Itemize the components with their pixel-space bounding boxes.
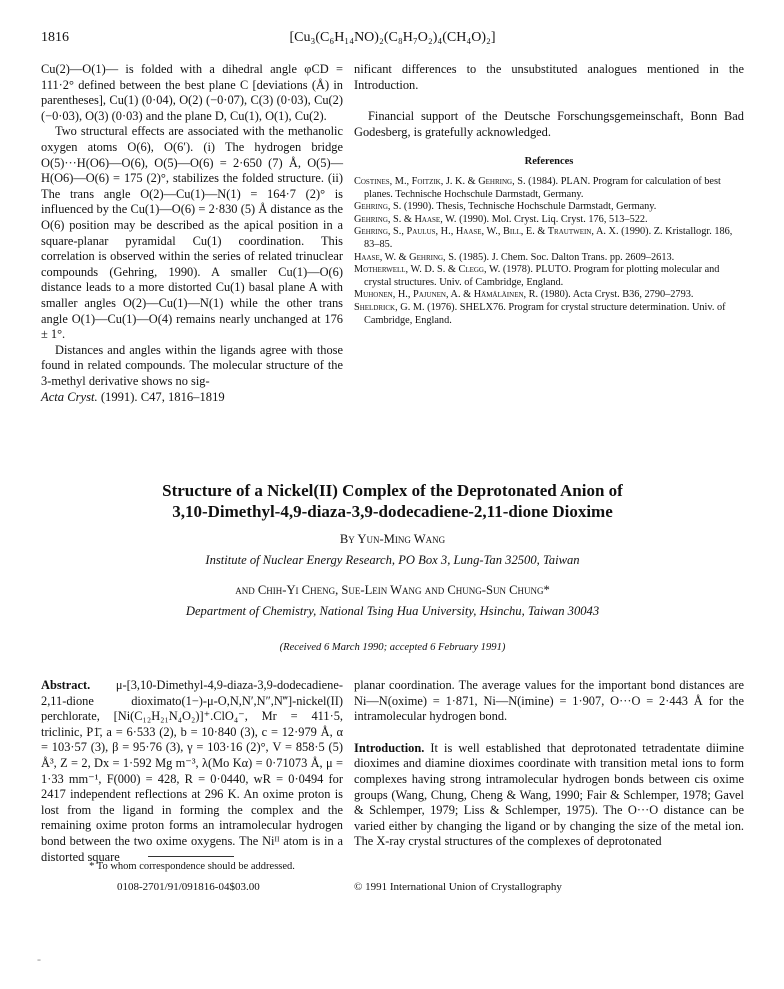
reference-item: Sheldrick, G. M. (1976). SHELX76. Program for crystal structure determination. Univ. of Cambridge, England. [354, 301, 726, 326]
journal-name: Acta Cryst. [41, 390, 98, 404]
footnote: * To whom correspondence should be addressed. [89, 861, 295, 872]
introduction-label: Introduction. [354, 740, 425, 755]
abstract [41, 678, 343, 865]
reference-item: Motherwell, W. D. S. & Clegg, W. (1978). PLUTO. Program for plotting molecular and crystal structures. Univ. of Cambridge, England. [354, 264, 720, 288]
author-line: By Yun-Ming Wang [339, 532, 446, 546]
affiliation: Department of Chemistry, National Tsing Hua University, Hsinchu, Taiwan 30043 [185, 604, 600, 618]
copyright: © 1991 International Union of Crystallography [354, 881, 562, 893]
page-number: 1816 [41, 30, 69, 45]
reference-item: Gehring, S. (1990). Thesis, Technische Hochschule Darmstadt, Germany. [354, 201, 657, 213]
reference-item: Costines, M., Foitzik, J. K. & Gehring, S. (1984). PLAN. Program for calculation of best planes. Technische Hochschule Darmstadt, Germany. [354, 175, 721, 200]
footnote-rule [148, 856, 234, 857]
title-line: Structure of a Nickel(II) Complex of the Deprotonated Anion of [162, 481, 623, 500]
reference-item: Gehring, S., Paulus, H., Haase, W., Bill, E. & Trautwein, A. X. (1990). Z. Kristallogr. 186, 83–85. [354, 226, 733, 250]
article-title [41, 480, 744, 522]
introduction [354, 741, 744, 850]
author-line: and Chih-Yi Cheng, Sue-Lein Wang and Chung-Sun Chung* [235, 583, 550, 597]
references-heading: References [524, 156, 574, 168]
abstract-column [41, 678, 343, 865]
paragraph: nificant differences to the unsubstituted analogues mentioned in the Introduction. [354, 62, 744, 92]
citation-details: (1991). C47, 1816–1819 [100, 390, 225, 404]
previous-article-right-column [354, 62, 744, 327]
introduction-text: It is well established that deprotonated tetradentate diimine dioximes and diamine dioximes coordinate with transition metal ions to form complexes having strong intramolecular hydrogen bonds between cis oxime groups (Wang, Chung, Cheng & Wang, 1990; Fair & Schlemper, 1978; Gavel & Schlemper, 1979; Liss & Schlemper, 1975). The O···O distance can be varied either by changing the ligand or by changing the size of the metal ion. The X-ray crystal structures of the complexes of deprotonated [354, 740, 744, 849]
affiliation: Institute of Nuclear Energy Research, PO Box 3, Lung-Tan 32500, Taiwan [205, 553, 580, 567]
reference-list [354, 176, 744, 327]
scan-mark: - [37, 952, 41, 966]
reference-item: Haase, W. & Gehring, S. (1985). J. Chem. Soc. Dalton Trans. pp. 2609–2613. [354, 251, 675, 263]
article-code: 0108-2701/91/091816-04$03.00 [117, 881, 260, 893]
received-dates: (Received 6 March 1990; accepted 6 February 1991) [279, 642, 506, 653]
reference-item: Gehring, S. & Haase, W. (1990). Mol. Cryst. Liq. Cryst. 176, 513–522. [354, 213, 648, 225]
journal-citation [41, 390, 225, 405]
paragraph: Two structural effects are associated with the methanolic oxygen atoms O(6), O(6′). (i) The hydrogen bridge O(5)···H(O6)—O(6), O(5)—O(6) = 2·650 (7) Å, O(5)—H(O6)—O(6) = 175 (2)°, stabilizes the folded structure. (ii) The trans angle O(2)—Cu(1)—N(1) = 164·7 (2)° is influenced by the Cu(1)—O(6) = 2·830 (5) Å distance as the O(6) position may be described as the apical position in a square-planar pyramidal Cu(1) coordination. This correlation is observed within the series of related trinuclear compounds (Gehring, 1990). A smaller Cu(1)—O(6) distance leads to a more distorted Cu(1) basal plane A with smaller angles O(2)—Cu(1)—N(1) while the other trans angle O(1)—Cu(1)—O(4) remains nearly unchanged at 176 ± 1°. [41, 124, 343, 342]
title-line: 3,10-Dimethyl-4,9-diaza-3,9-dodecadiene-2,11-dione Dioxime [172, 502, 613, 521]
reference-item: Muhonen, H., Pajunen, A. & Hämäläinen, R. (1980). Acta Cryst. B36, 2790–2793. [354, 289, 694, 301]
running-title: [Cu₃(C₆H₁₄NO)₂(C₈H₇O₂)₄(CH₄O)₂] [289, 30, 496, 45]
acknowledgement: Financial support of the Deutsche Forschungsgemeinschaft, Bonn Bad Godesberg, is gratefully acknowledged. [354, 109, 744, 139]
abstract-continued: planar coordination. The average values for the important bond distances are Ni—N(oxime) = 1·871, Ni—N(imine) = 1·907, O···O = 2·443 Å for the intramolecular hydrogen bond. [354, 678, 744, 724]
abstract-text: μ-[3,10-Dimethyl-4,9-diaza-3,9-dodecadiene-2,11-dione dioximato(1−)-μ-O,N,N′,N″,N‴]-nickel(II) perchlorate, [Ni(C₁₂H₂₁N₄O₂)]⁺.ClO₄⁻, Mr = 411·5, triclinic, P1̄, a = 6·533 (2), b = 10·840 (3), c = 12·979 Å, α = 103·57 (3), β = 95·76 (3), γ = 103·16 (2)°, V = 858·5 (5) Å³, Z = 2, Dx = 1·592 Mg m⁻³, λ(Mo Kα) = 0·71073 Å, μ = 1·33 mm⁻¹, F(000) = 428, R = 0·0440, wR = 0·0494 for 2417 independent reflections at 296 K. An oxime proton is lost from the ligand in forming the complex and the remaining oxime proton forms an intramolecular hydrogen bond between the two oxime oxygens. The Niᴵᴵ atom is in a distorted square [41, 678, 343, 864]
paragraph: Cu(2)—O(1)— is folded with a dihedral angle φCD = 111·2° defined between the best plane C [deviations (Å) in parentheses], Cu(1) (0·04), O(2) (−0·07), C(3) (0·03), Cu(2) (−0·03), O(3) (0·03) and the plane D, Cu(1), O(1), Cu(2). [41, 62, 343, 123]
previous-article-left-column [41, 62, 343, 389]
article-right-column [354, 678, 744, 850]
abstract-label: Abstract. [41, 678, 91, 692]
running-header [41, 30, 744, 52]
paragraph: Distances and angles within the ligands agree with those found in related compounds. The molecular structure of the 3-methyl derivative shows no sig- [41, 342, 343, 388]
